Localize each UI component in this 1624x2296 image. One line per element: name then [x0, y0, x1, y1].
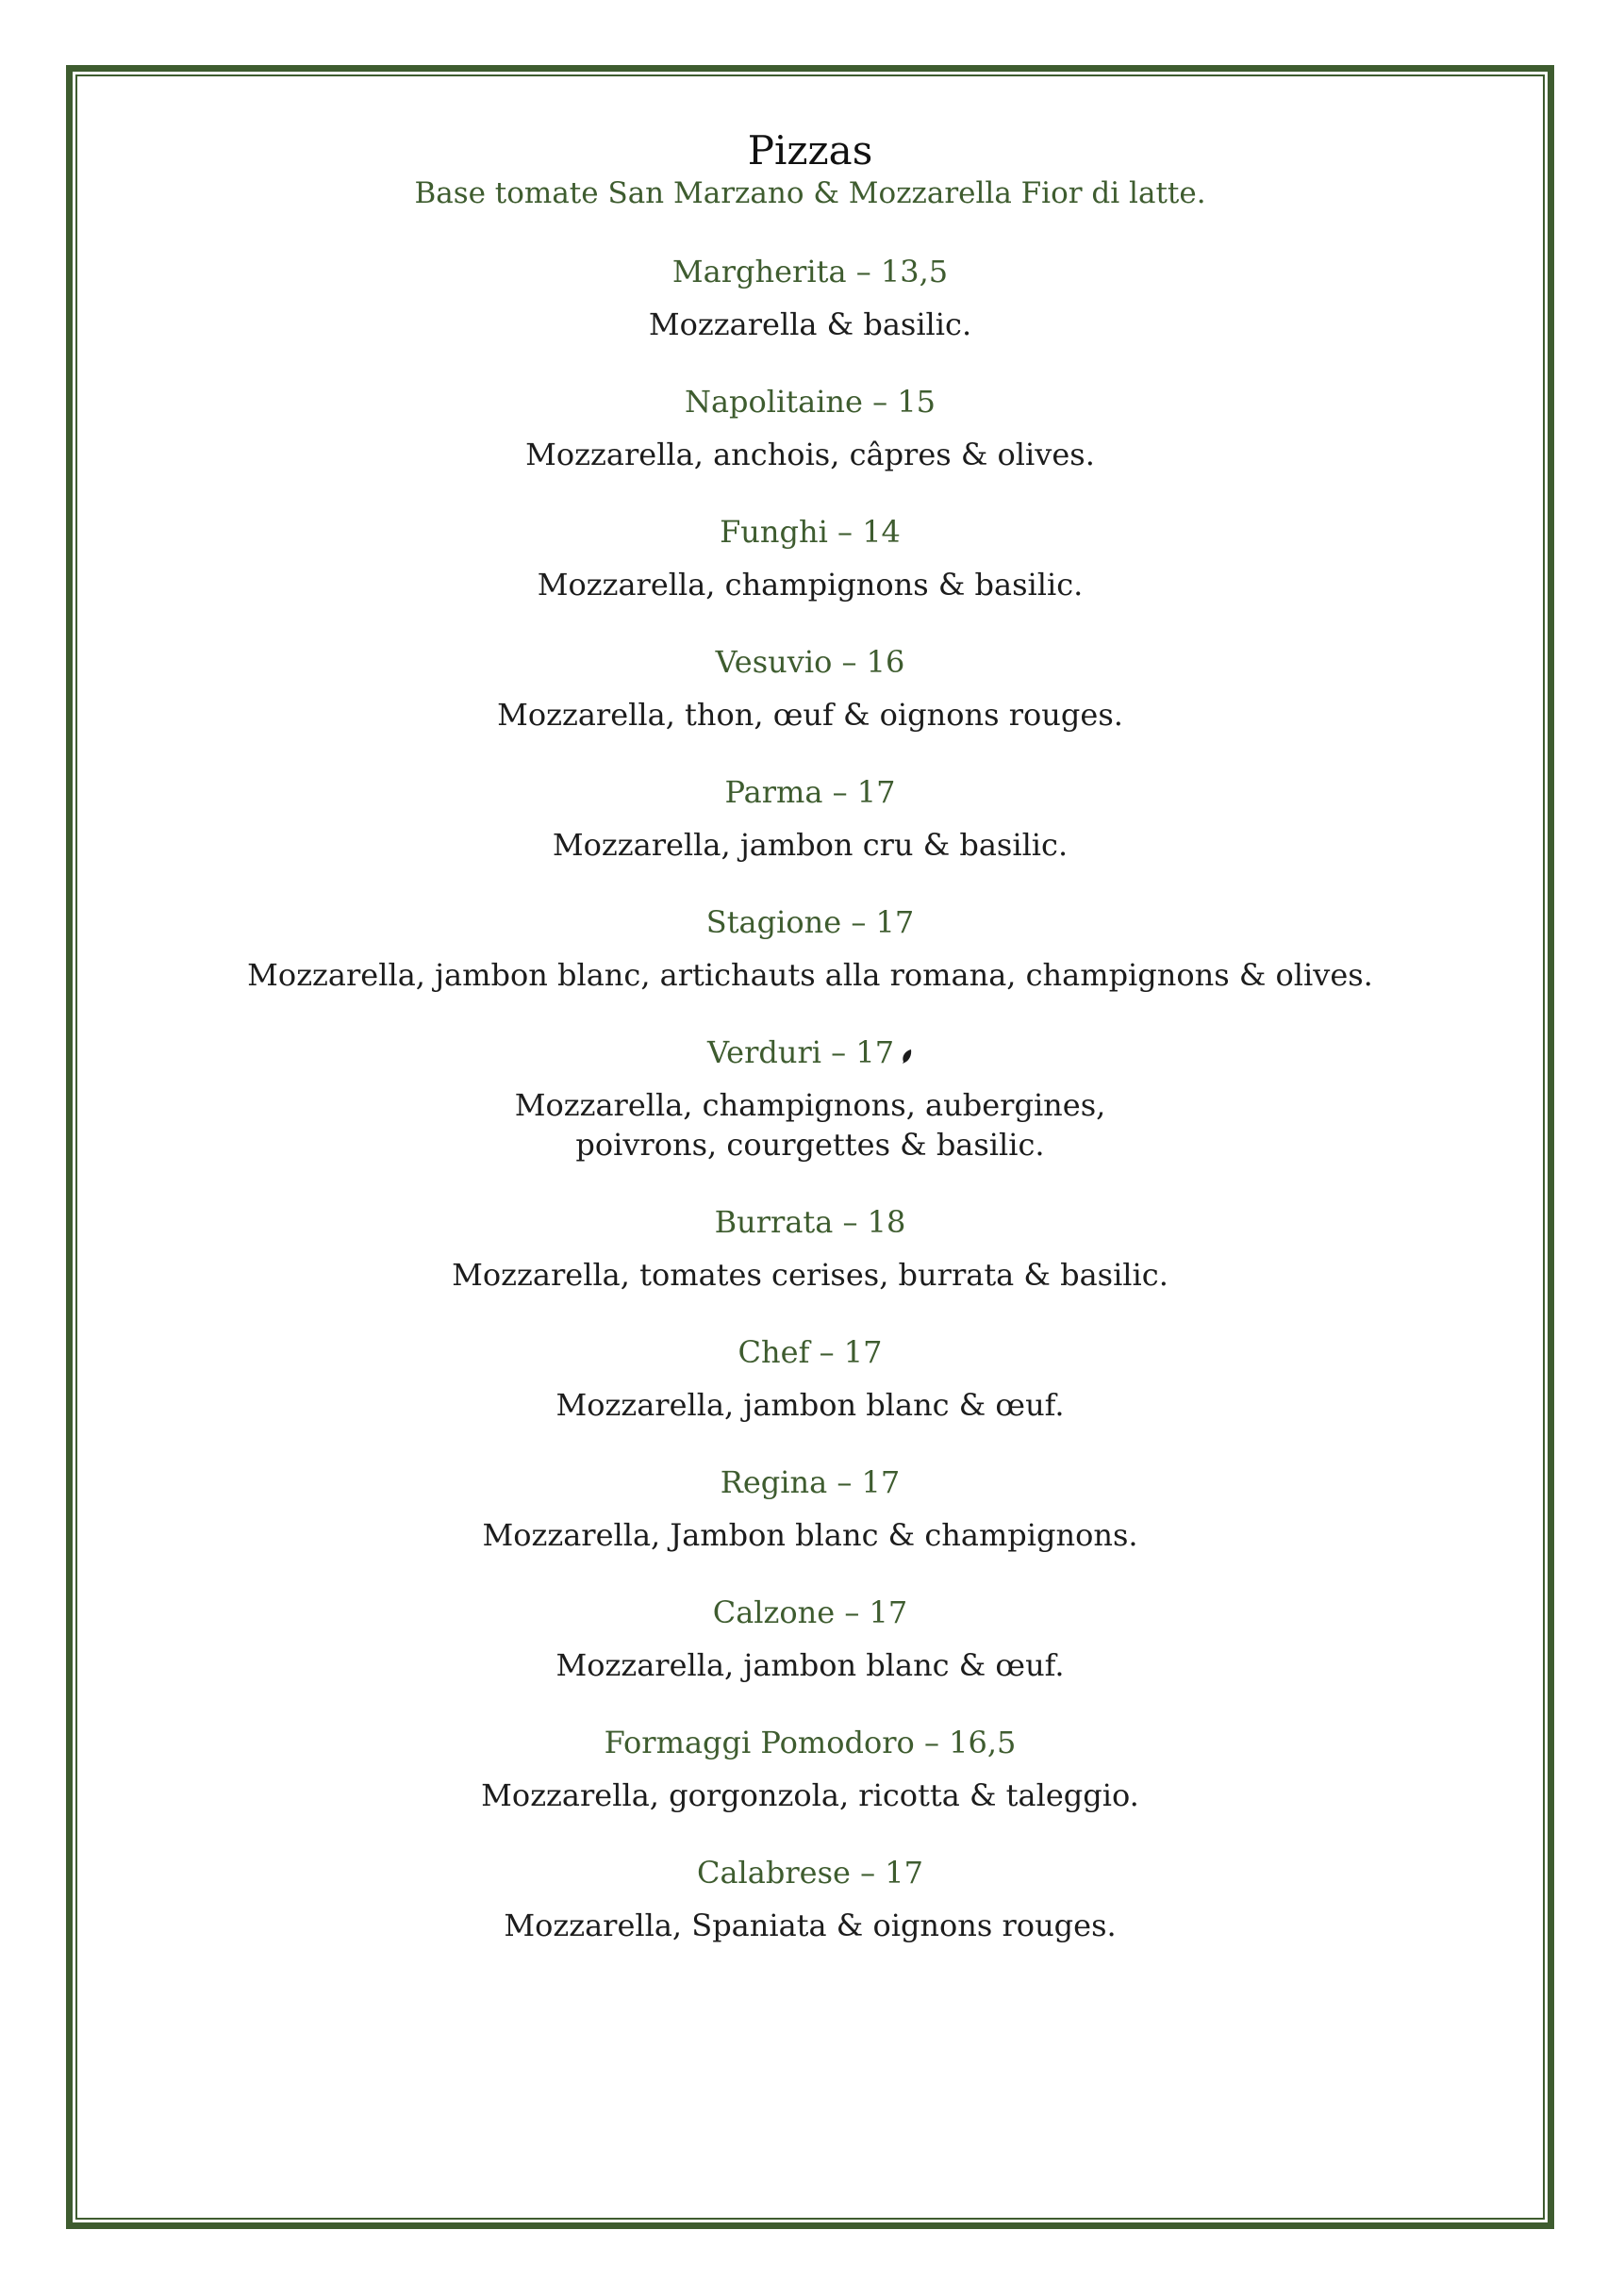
menu-item-name-text: Calzone – 17 [712, 1594, 908, 1630]
menu-item-description-line: Mozzarella, gorgonzola, ricotta & taleggio. [481, 1777, 1139, 1813]
menu-item-description-line: Mozzarella, Spaniata & oignons rouges. [504, 1908, 1117, 1943]
menu-item [77, 1853, 1543, 1945]
menu-item-name-text: Formaggi Pomodoro – 16,5 [604, 1725, 1017, 1760]
menu-item-name [77, 1723, 1543, 1762]
menu-item-description [77, 695, 1543, 735]
menu-subtitle: Base tomate San Marzano & Mozzarella Fior di latte. [414, 176, 1206, 210]
menu-content [77, 127, 1543, 1983]
menu-item-description [77, 955, 1543, 995]
menu-item-name [77, 1462, 1543, 1502]
menu-item-name [77, 772, 1543, 812]
menu-item-name [77, 642, 1543, 682]
menu-item-name-text: Burrata – 18 [714, 1204, 906, 1240]
menu-item-description-line: Mozzarella, thon, œuf & oignons rouges. [497, 697, 1123, 733]
menu-item [77, 382, 1543, 474]
menu-item-description-line: Mozzarella, Jambon blanc & champignons. [482, 1517, 1138, 1553]
menu-item-description [77, 1515, 1543, 1555]
menu-item-description-line: Mozzarella, jambon blanc, artichauts alla romana, champignons & olives. [247, 957, 1373, 993]
menu-item-name [77, 512, 1543, 552]
menu-item [77, 772, 1543, 865]
menu-item-description [77, 1385, 1543, 1425]
menu-item-name [77, 1332, 1543, 1372]
menu-item-name [77, 1853, 1543, 1892]
menu-item-name-text: Vesuvio – 16 [715, 644, 905, 680]
menu-item-name [77, 902, 1543, 942]
menu-item [77, 252, 1543, 344]
menu-item-name-text: Funghi – 14 [720, 514, 901, 550]
menu-item-name-text: Regina – 17 [720, 1464, 901, 1500]
menu-item-name-text: Calabrese – 17 [696, 1855, 923, 1891]
menu-item [77, 1593, 1543, 1685]
menu-item-description-line: poivrons, courgettes & basilic. [575, 1127, 1045, 1163]
menu-item-description-line: Mozzarella & basilic. [648, 306, 972, 342]
menu-item [77, 1332, 1543, 1425]
menu-item-description-line: Mozzarella, champignons & basilic. [537, 567, 1084, 603]
menu-item-description-line: Mozzarella, anchois, câpres & olives. [525, 437, 1095, 472]
menu-item-description-line: Mozzarella, jambon blanc & œuf. [555, 1647, 1065, 1683]
menu-item-name-text: Chef – 17 [737, 1334, 883, 1370]
menu-item [77, 1032, 1543, 1165]
menu-item-description-line: Mozzarella, jambon cru & basilic. [552, 827, 1069, 863]
menu-item-name-text: Parma – 17 [724, 774, 896, 810]
menu-item-description-line: Mozzarella, champignons, aubergines, [514, 1087, 1106, 1123]
leaf-icon [902, 1034, 913, 1050]
menu-item [77, 642, 1543, 735]
menu-item-description [77, 825, 1543, 865]
menu-item-name [77, 1202, 1543, 1242]
menu-item [77, 512, 1543, 604]
menu-item-name-text: Napolitaine – 15 [684, 384, 936, 420]
menu-item [77, 902, 1543, 995]
page-title: Pizzas [747, 127, 873, 173]
menu-item-name-text: Verduri – 17 [706, 1034, 895, 1070]
menu-item-description [77, 435, 1543, 474]
menu-item-name [77, 382, 1543, 421]
menu-item [77, 1202, 1543, 1295]
menu-item-description [77, 565, 1543, 604]
menu-item-name [77, 1032, 1543, 1072]
menu-item-name [77, 252, 1543, 291]
menu-item-description [77, 305, 1543, 344]
menu-item-description [77, 1776, 1543, 1815]
menu-item-description-line: Mozzarella, jambon blanc & œuf. [555, 1387, 1065, 1423]
menu-item [77, 1462, 1543, 1555]
menu-item-description [77, 1085, 1543, 1165]
menu-item-name-text: Stagione – 17 [705, 904, 915, 940]
menu-item-name-text: Margherita – 13,5 [671, 254, 949, 289]
menu-item-description-line: Mozzarella, tomates cerises, burrata & basilic. [452, 1257, 1168, 1293]
menu-item-list [77, 252, 1543, 1945]
menu-item-description [77, 1906, 1543, 1945]
menu-item [77, 1723, 1543, 1815]
menu-item-name [77, 1593, 1543, 1632]
menu-item-description [77, 1645, 1543, 1685]
menu-item-description [77, 1255, 1543, 1295]
